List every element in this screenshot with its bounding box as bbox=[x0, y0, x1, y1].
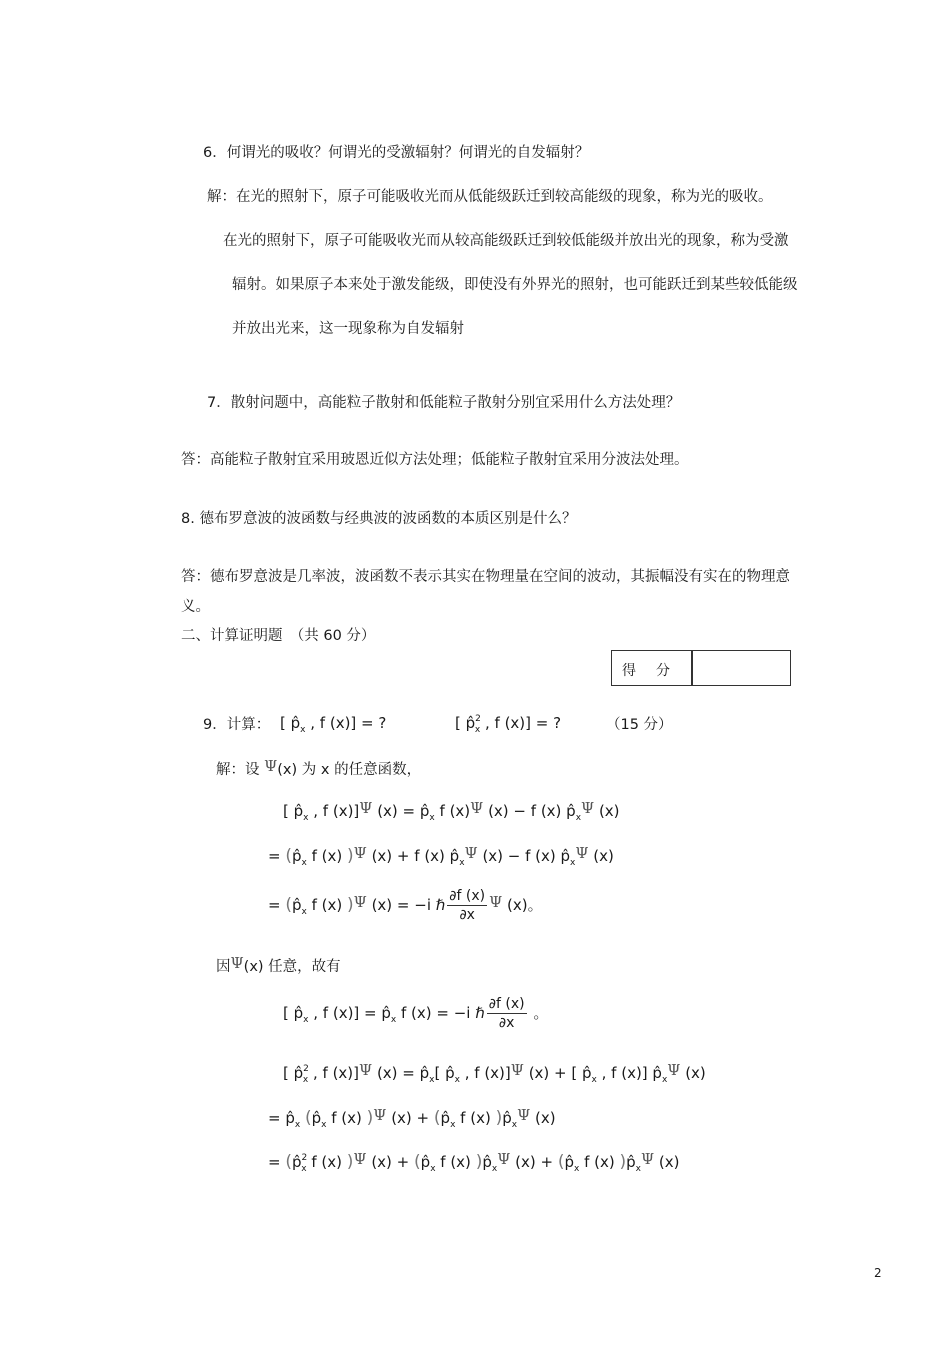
q7-question: 7．散射问题中，高能粒子散射和低能粒子散射分别宜采用什么方法处理？ bbox=[207, 395, 681, 411]
equation-line-3: = ($p̂_x$ f (x) )Ψ (x) = −i ℏ $\frac{\partial f (x)}{\partial x}$ Ψ (x)。 bbox=[268, 888, 543, 923]
score-label: 得分 bbox=[622, 663, 690, 679]
solution-intro bbox=[216, 757, 422, 779]
q7-answer: 答：高能粒子散射宜采用玻恩近似方法处理；低能粒子散射宜采用分波法处理。 bbox=[181, 452, 689, 468]
psi-symbol-icon: Ψ bbox=[264, 757, 278, 775]
q8-answer-line1: 答：德布罗意波是几率波，波函数不表示其实在物理量在空间的波动，其振幅没有实在的物理意 bbox=[181, 569, 790, 585]
q6-answer-line2: 在光的照射下，原子可能吸收光而从较高能级跃迁到较低能级并放出光的现象，称为受激 bbox=[223, 233, 789, 249]
equation-line-6: = (p̂$^2_x$ f (x) )Ψ $(x) + (p̂_x$ f (x) )$p̂_x\Psi$ $(x) + (p̂_x$ f (x) )$p̂_x\Psi$ (x) bbox=[268, 1150, 680, 1174]
equation-line-1: [ $p̂_x$ , f (x)]Ψ $(x) = p̂_x$ f (x)Ψ (x) − f (x) $p̂_x\Psi$ (x) bbox=[283, 799, 620, 823]
q9-number: 9．计算： bbox=[203, 717, 271, 733]
q8-question: 8. 德布罗意波的波函数与经典波的波函数的本质区别是什么？ bbox=[181, 511, 577, 527]
equation-line-4: [ p̂$^2_x$ , f (x)]Ψ $(x) = p̂_x$[ $p̂_x$ , f (x)]Ψ (x) + [ $p̂_x$ , f (x)] $p̂_x\Psi$ (x) bbox=[283, 1061, 706, 1085]
hbar-symbol-icon: ℏ bbox=[435, 896, 446, 914]
page-number: 2 bbox=[874, 1266, 882, 1280]
q9-expression-1: [ $p̂_x$ , f (x)] = ? bbox=[280, 714, 387, 735]
q6-answer-line1: 解：在光的照射下，原子可能吸收光而从低能级跃迁到较高能级的现象，称为光的吸收。 bbox=[207, 189, 773, 205]
score-box bbox=[611, 650, 791, 686]
result-equation-1: [ $p̂_x$ , f $(x)] = p̂_x$ f (x) = −i ℏ $\frac{\partial f (x)}{\partial x}$ 。 bbox=[283, 996, 549, 1031]
q6-answer-line4: 并放出光来，这一现象称为自发辐射 bbox=[232, 321, 464, 337]
q8-answer-line2: 义。 bbox=[181, 599, 210, 615]
equation-line-5: = $p̂_x$ ($p̂_x$ f (x) )Ψ $(x) + (p̂_x$ f (x) )$p̂_x\Psi$ (x) bbox=[268, 1106, 556, 1130]
q9-points: （15 分） bbox=[606, 717, 673, 733]
solution-intro-suffix: (x) 为 x 的任意函数， bbox=[277, 762, 422, 778]
section-heading: 二、计算证明题 （共 60 分） bbox=[181, 628, 376, 644]
psi-symbol-icon: Ψ bbox=[230, 954, 244, 972]
score-box-divider bbox=[691, 651, 693, 685]
q6-answer-line3: 辐射。如果原子本来处于激发能级，即使没有外界光的照射，也可能跃迁到某些较低能级 bbox=[232, 277, 798, 293]
solution-intro-prefix: 解：设 bbox=[216, 762, 260, 778]
because-line bbox=[216, 954, 341, 976]
because-prefix: 因 bbox=[216, 959, 231, 975]
because-suffix: (x) 任意，故有 bbox=[243, 959, 341, 975]
equation-line-2: = ($p̂_x$ f (x) )Ψ (x) + f (x) $p̂_x\Psi$ (x) − f (x) $p̂_x\Psi$ (x) bbox=[268, 844, 614, 868]
q6-question: 6．何谓光的吸收？何谓光的受激辐射？何谓光的自发辐射？ bbox=[203, 145, 590, 161]
hbar-symbol-icon: ℏ bbox=[475, 1004, 485, 1022]
q9-expression-2: [ p̂$^2_x$ , f (x)] = ? bbox=[455, 714, 562, 735]
